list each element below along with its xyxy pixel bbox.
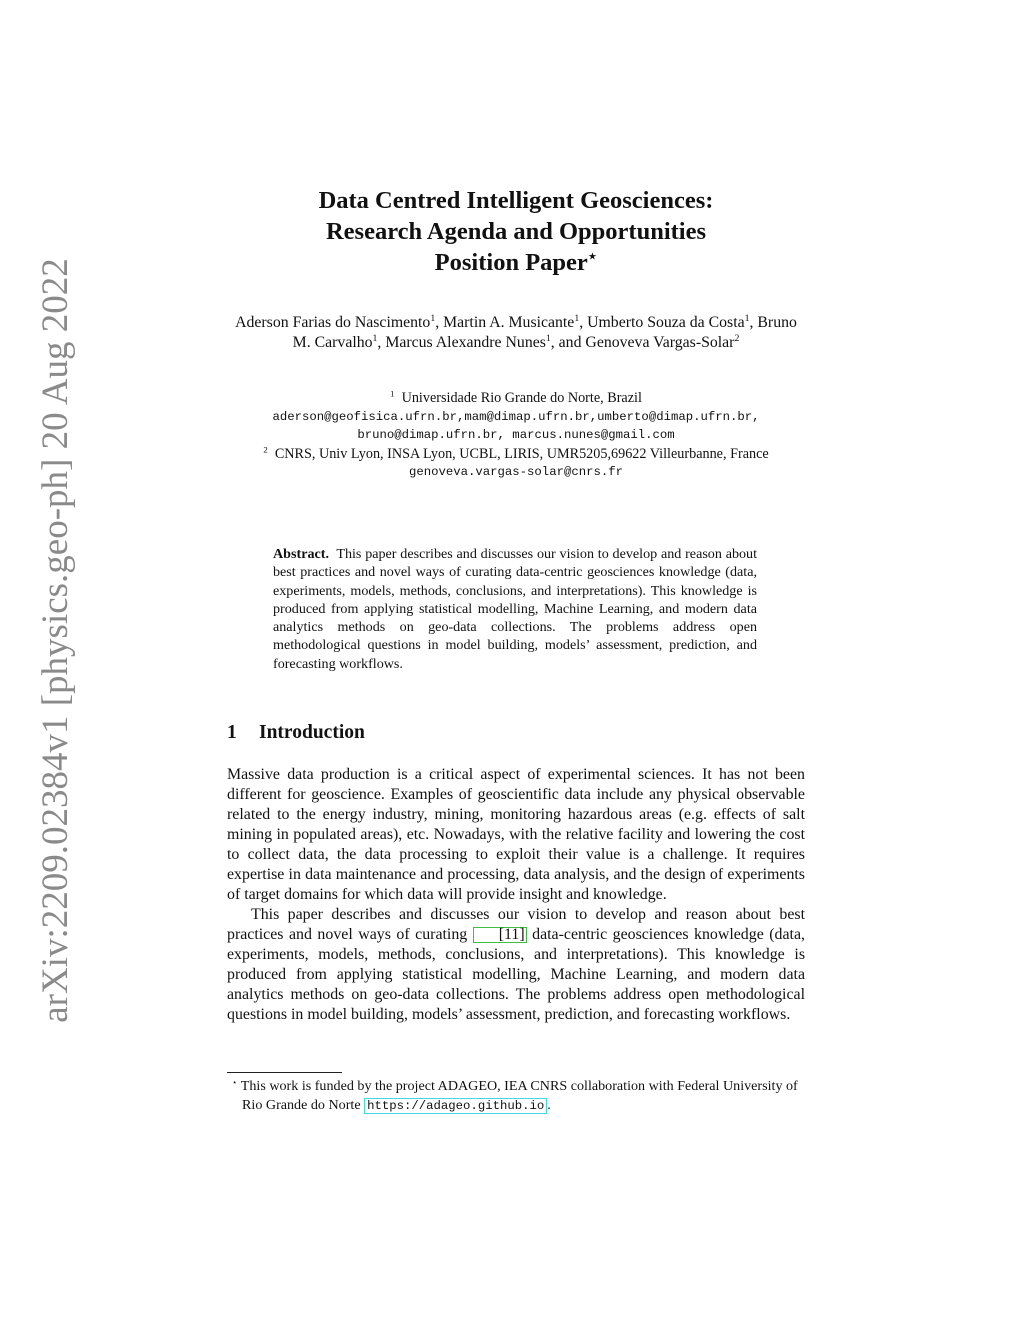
affiliation-1: $^1$ Universidade Rio Grande do Norte, Brazil (390, 388, 642, 406)
title-line-3: Position Paper⋆ (434, 247, 598, 276)
affiliation-1-emails-line-2[interactable]: bruno@dimap.ufrn.br, marcus.nunes@gmail.com (357, 428, 675, 443)
section-title: Introduction (259, 722, 365, 743)
footnote-divider (227, 1072, 342, 1073)
abstract-text: This paper describes and discusses our vision to develop and reason about best practices and novel ways of curating data-centric geosciences knowledge (data, experiments, models, methods, conclusions, and interpretations). This knowledge is produced from applying statistical modelling, Machine Learning, and modern data analytics methods on geo-data collections. The problems address open methodological questions in model building, models’ assessment, prediction, and forecasting workflows. (273, 546, 758, 672)
arxiv-sidebar (30, 250, 80, 1030)
section-heading-introduction (227, 722, 365, 744)
project-url-link[interactable]: https://adageo.github.io (364, 1098, 547, 1114)
footnote-marker: ⋆ (232, 1076, 238, 1087)
title-footnote-marker[interactable]: ⋆ (587, 247, 598, 265)
paragraph-1: Massive data production is a critical aspect of experimental sciences. It has not been different for geoscience. Examples of geoscientific data include any physical observable related to the energy industry, mining, monitoring hazardous areas (e.g. effects of salt mining in populated areas), etc. Nowadays, with the relative facility and lowering the cost to collect data, the data processing to exploit their value is a challenge. It requires expertise in data maintenance and processing, data analysis, and the design of experiments of target domains for which data will provide insight and knowledge. (227, 766, 805, 903)
abstract-label: Abstract. (273, 546, 329, 562)
footnote: ⋆ This work is funded by the project ADAGEO, IEA CNRS collaboration with Federal University of Rio Grande do Norte https://adageo.github.io . (232, 1076, 798, 1113)
affiliations (227, 389, 805, 482)
paper-title (227, 185, 805, 278)
affiliation-1-emails-line-1[interactable]: aderson@geofisica.ufrn.br,mam@dimap.ufrn.br,umberto@dimap.ufrn.br, (272, 409, 760, 424)
paragraph-2: This paper describes and discusses our vision to develop and reason about best practices and novel ways of curating [11] data-centric geosciences knowledge (data, experiments, models, methods, conclusions, and interpretations). This knowledge is produced from applying statistical modelling, Machine Learning, and modern data analytics methods on geo-data collections. The problems address open methodological questions in model building, models’ assessment, prediction, and forecasting workflows. (227, 906, 805, 1023)
citation-link[interactable]: [11] (473, 927, 527, 943)
abstract (273, 545, 757, 673)
affiliation-2-email[interactable]: genoveva.vargas-solar@cnrs.fr (408, 465, 623, 480)
title-line-2: Research Agenda and Opportunities (325, 218, 707, 245)
author-list: Aderson Farias do Nascimento$^1$, Martin A. Musicante$^1$, Umberto Souza da Costa$^1$, Bruno M. Carvalho$^1$, Marcus Alexandre Nunes$^1$, and Genoveva Vargas-Solar$^2$ (235, 313, 797, 351)
arxiv-identifier: arXiv:2209.02384v1 [physics.geo-ph] 20 Aug 2022 (34, 257, 76, 1023)
title-line-1: Data Centred Intelligent Geosciences: (318, 187, 714, 214)
section-number: 1 (227, 722, 237, 743)
introduction-body (227, 765, 805, 1025)
affiliation-2: $^2$ CNRS, Univ Lyon, INSA Lyon, UCBL, LIRIS, UMR5205,69622 Villeurbanne, France (263, 444, 769, 462)
footnote-text: This work is funded by the project ADAGEO, IEA CNRS collaboration with Federal University of Rio Grande do Norte (240, 1078, 798, 1113)
